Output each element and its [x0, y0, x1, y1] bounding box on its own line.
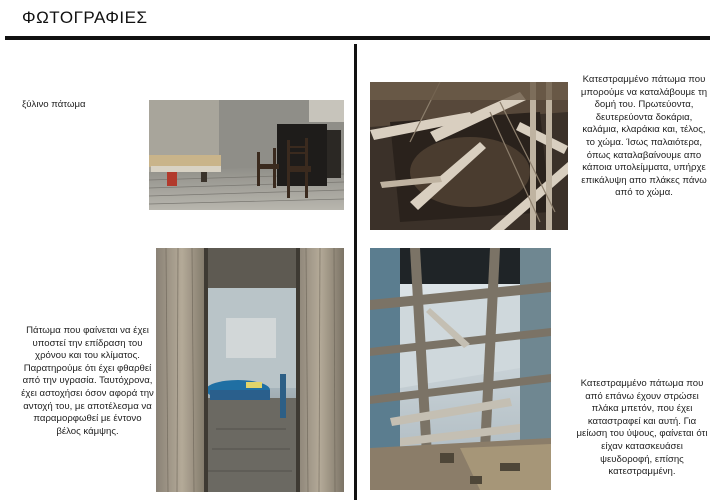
caption-destroyed-ceiling: Κατεστραμμένο πάτωμα που από επάνω έχουν στρώσει πλάκα μπετόν, που έχει καταστραφεί και αυτή. Για μείωση του ύψους, φαίνεται ότι είχαν κατασκευάσει ψευδοροφή, επίσης κατεστραμμένη.: [576, 378, 708, 478]
caption-aged-floor: Πάτωμα που φαίνεται να έχει υποστεί την επίδραση του χρόνου και του κλίματος. Παρατηρούμε ότι έχει φθαρθεί από την υγρασία. Ταυτόχρονα, έχει αστοχήσει όσον αφορά την αντοχή του, με αποτέλεσμα να παραμορφωθεί με έντονο βέλος κάμψης.: [21, 325, 154, 437]
column-divider: [354, 44, 357, 500]
caption-destroyed-floor: Κατεστραμμένο πάτωμα που μπορούμε να καταλάβουμε τη δομή του. Πρωτεύοντα, δευτερεύοντα δοκάρια, καλάμια, κλαράκια και, τέλος, το χώμα. Ίσως παλαιότερα, όπως καταλαβαίνουμε απο κάποια υπολείμματα, υπήρχε επικάλυψη απο πλάκες πάνω από το χώμα.: [580, 74, 708, 199]
title-underline: [5, 36, 710, 40]
photo-aged-floor: [156, 248, 344, 492]
photo-destroyed-ceiling: [370, 248, 551, 490]
photo-destroyed-floor: [370, 82, 568, 230]
photo-wooden-floor: [149, 100, 344, 210]
page-title: ΦΩΤΟΓΡΑΦΙΕΣ: [22, 8, 148, 27]
caption-wooden-floor: ξύλινο πάτωμα: [22, 99, 86, 110]
